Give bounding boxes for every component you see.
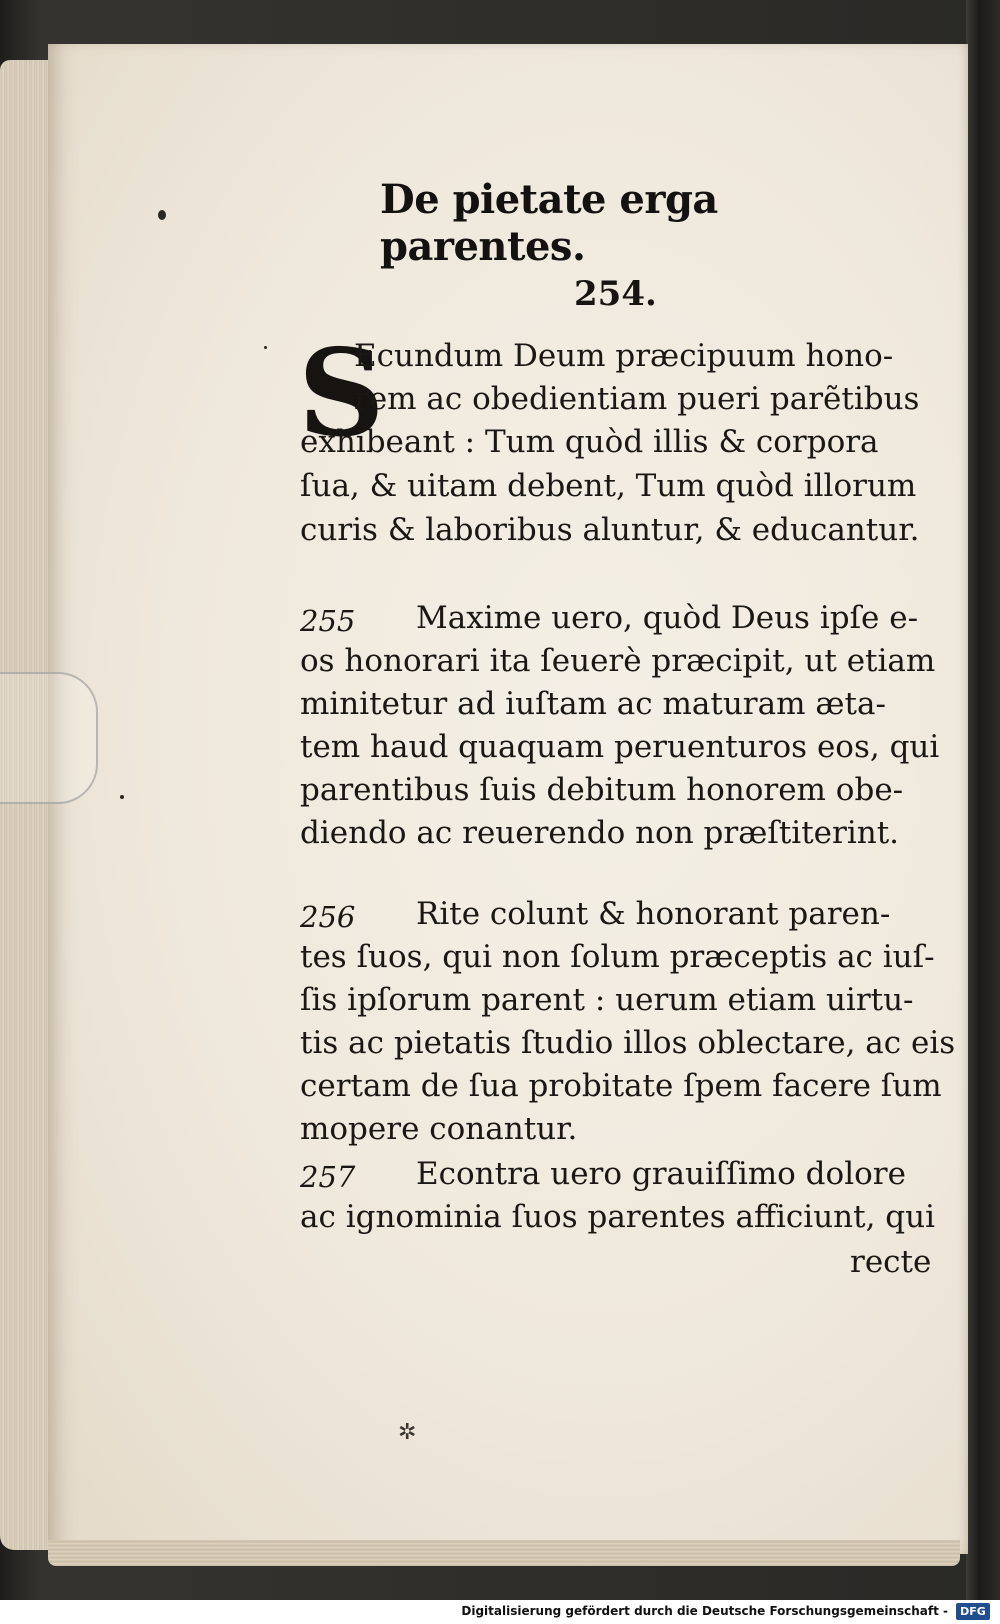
text-line: Ecundum Deum præcipuum hono-: [354, 338, 894, 374]
ink-speck: [264, 346, 267, 349]
printer-ornament: ✲: [398, 1420, 417, 1445]
text-line: certam de ſua probitate ſpem facere ſum: [300, 1068, 942, 1104]
text-line: curis & laboribus aluntur, & educantur.: [300, 512, 920, 548]
paragraph-number: 255: [300, 604, 356, 638]
text-line: Econtra uero grauiſſimo dolore: [416, 1156, 906, 1192]
dfg-logo: DFG: [956, 1603, 990, 1620]
catchword: recte: [850, 1244, 932, 1280]
text-line: os honorari ita ſeuerè præcipit, ut etiam: [300, 643, 936, 679]
text-line: ſua, & uitam debent, Tum quòd illorum: [300, 468, 917, 504]
text-line: ac ignominia ſuos parentes afficiunt, qui: [300, 1199, 936, 1235]
text-line: tis ac pietatis ſtudio illos oblectare, ac eis: [300, 1025, 956, 1061]
text-line: mopere conantur.: [300, 1111, 578, 1147]
text-line: exhibeant : Tum quòd illis & corpora: [300, 424, 879, 460]
text-line: Rite colunt & honorant paren-: [416, 896, 891, 932]
section-number: 254.: [574, 274, 657, 314]
text-line: ſis ipſorum parent : uerum etiam uirtu-: [300, 982, 914, 1018]
text-line: rem ac obedientiam pueri parẽtibus: [354, 381, 920, 417]
text-line: Maxime uero, quòd Deus ipſe e-: [416, 600, 919, 636]
text-line: minitetur ad iuſtam ac maturam æta-: [300, 686, 886, 722]
funding-credit: Digitalisierung gefördert durch die Deutsche Forschungsgemeinschaft -: [461, 1604, 948, 1618]
page-heading: De pietate erga parentes.: [380, 176, 718, 270]
paragraph-number: 256: [300, 900, 356, 934]
paragraph-number: 257: [300, 1160, 356, 1194]
page-bottom-edge: [48, 1540, 960, 1566]
footer-bar: [0, 1600, 1000, 1624]
text-line: parentibus ſuis debitum honorem obe-: [300, 772, 904, 808]
text-line: tem haud quaquam peruenturos eos, qui: [300, 729, 940, 765]
book-cover-edge: [966, 0, 1000, 1624]
drop-cap: S: [298, 323, 385, 464]
ink-speck: [120, 795, 124, 799]
text-line: diendo ac reuerendo non præſtiterint.: [300, 815, 900, 851]
text-line: tes ſuos, qui non ſolum præceptis ac iuſ-: [300, 939, 935, 975]
ink-speck: [158, 210, 166, 220]
page-clip: [0, 672, 98, 804]
